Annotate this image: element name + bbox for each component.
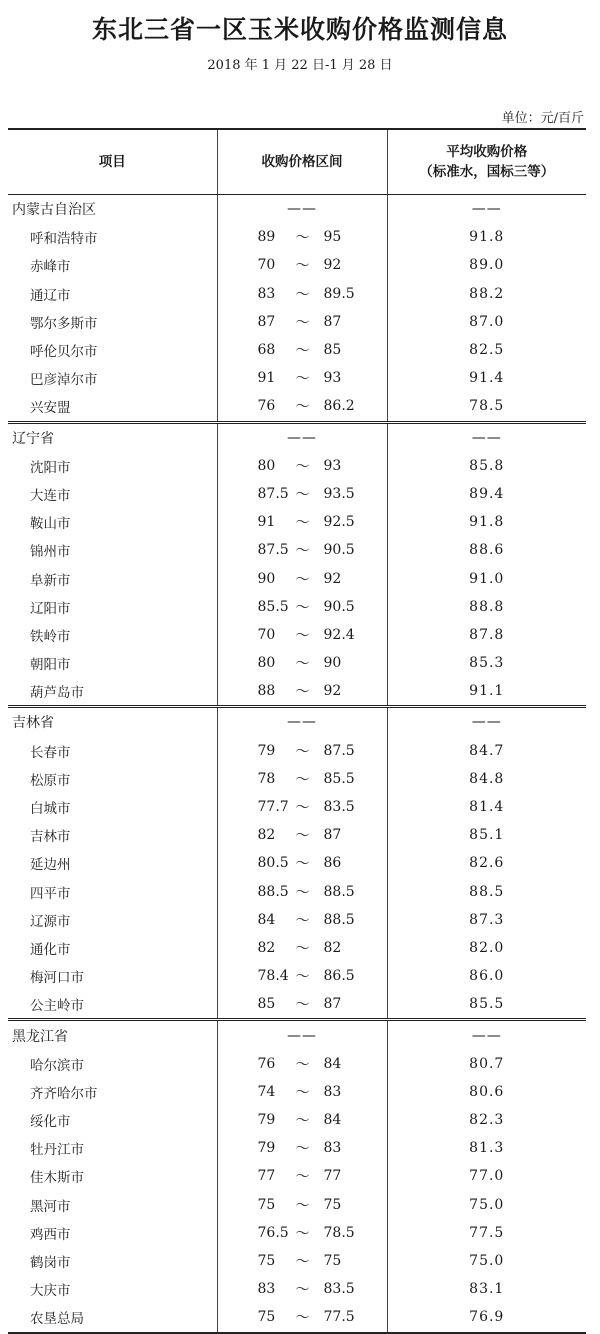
- table-header-row: [8, 129, 586, 195]
- range-low: 76: [257, 398, 276, 415]
- average-price: 82.3: [469, 1112, 505, 1129]
- range-low: 80.5: [257, 855, 289, 872]
- range-low: 68: [257, 342, 276, 359]
- range-high: 83: [323, 1083, 342, 1100]
- price-range: [217, 336, 387, 364]
- range-high: 90.5: [323, 598, 355, 615]
- average-price: 83.1: [469, 1281, 505, 1298]
- city-name: 辽阳市: [8, 593, 217, 621]
- range-separator: ～: [295, 1282, 310, 1299]
- range-low: 85.5: [257, 598, 289, 615]
- range-separator: ～: [295, 884, 310, 901]
- average-price: 91.0: [469, 570, 505, 587]
- average-price: 81.4: [469, 799, 505, 816]
- range-high: 92.5: [323, 514, 355, 531]
- city-name: 沈阳市: [8, 452, 217, 480]
- range-low: 77.7: [257, 799, 289, 816]
- table-row: [8, 308, 586, 336]
- range-high: 75: [323, 1196, 342, 1213]
- province-name: 吉林省: [8, 707, 217, 737]
- city-name: 赤峰市: [8, 251, 217, 279]
- city-name: 辽源市: [8, 906, 217, 934]
- range-high: 92: [323, 570, 342, 587]
- range-high: 93: [323, 370, 342, 387]
- city-name: 鞍山市: [8, 508, 217, 536]
- price-range: [217, 1303, 387, 1332]
- province-name: 辽宁省: [8, 422, 217, 452]
- range-separator: ～: [295, 828, 310, 845]
- range-low: 70: [257, 626, 276, 643]
- city-name: 农垦总局: [8, 1303, 217, 1332]
- range-separator: ～: [295, 1225, 310, 1242]
- range-low: 82: [257, 827, 276, 844]
- average-price: 89.4: [469, 485, 505, 502]
- range-high: 93: [323, 457, 342, 474]
- range-high: 87: [323, 996, 342, 1013]
- city-name: 锦州市: [8, 536, 217, 564]
- range-high: 90.5: [323, 542, 355, 559]
- range-low: 83: [257, 285, 276, 302]
- price-range: [217, 452, 387, 480]
- range-separator: ～: [295, 684, 310, 701]
- average-price: 85.3: [469, 655, 505, 672]
- province-row: [8, 707, 586, 737]
- price-range: [217, 1162, 387, 1190]
- range-separator: ～: [295, 258, 310, 275]
- range-high: 89.5: [323, 285, 355, 302]
- range-low: 79: [257, 1140, 276, 1157]
- range-low: 82: [257, 939, 276, 956]
- range-separator: ～: [295, 627, 310, 644]
- city-name: 松原市: [8, 765, 217, 793]
- price-range: [217, 649, 387, 677]
- city-name: 鸡西市: [8, 1219, 217, 1247]
- average-price: 88.5: [469, 883, 505, 900]
- price-range: [217, 793, 387, 821]
- province-range-dash: ——: [217, 1020, 387, 1050]
- range-separator: ～: [295, 230, 310, 247]
- city-name: 通辽市: [8, 280, 217, 308]
- city-name: 梅河口市: [8, 962, 217, 990]
- city-name: 黑河市: [8, 1191, 217, 1219]
- range-separator: ～: [295, 515, 310, 532]
- range-high: 83.5: [323, 799, 355, 816]
- price-range: [217, 392, 387, 422]
- unit-label: 单位：元/百斤: [501, 111, 584, 126]
- table-row: [8, 1247, 586, 1275]
- range-separator: ～: [295, 969, 310, 986]
- province-row: [8, 422, 586, 452]
- city-name: 齐齐哈尔市: [8, 1078, 217, 1106]
- header-item: 项目: [8, 129, 217, 195]
- range-high: 88.5: [323, 911, 355, 928]
- range-low: 76: [257, 1055, 276, 1072]
- table-row: [8, 1162, 586, 1190]
- table-row: [8, 1191, 586, 1219]
- range-separator: ～: [295, 371, 310, 388]
- table-row: [8, 1219, 586, 1247]
- city-name: 四平市: [8, 878, 217, 906]
- price-range: [217, 621, 387, 649]
- price-range: [217, 1050, 387, 1078]
- table-row: [8, 878, 586, 906]
- range-low: 77: [257, 1168, 276, 1185]
- average-price: 82.0: [469, 939, 505, 956]
- average-price: 91.8: [469, 229, 505, 246]
- range-high: 83: [323, 1140, 342, 1157]
- price-range: [217, 508, 387, 536]
- average-price: 85.5: [469, 996, 505, 1013]
- city-name: 呼伦贝尔市: [8, 336, 217, 364]
- range-low: 70: [257, 257, 276, 274]
- city-name: 佳木斯市: [8, 1162, 217, 1190]
- range-separator: ～: [295, 771, 310, 788]
- range-high: 85: [323, 342, 342, 359]
- table-row: [8, 1134, 586, 1162]
- average-price: 76.9: [387, 1303, 586, 1332]
- city-name: 绥化市: [8, 1106, 217, 1134]
- table-row: [8, 364, 586, 392]
- range-separator: ～: [295, 486, 310, 503]
- range-low: 87.5: [257, 542, 289, 559]
- city-name: 鹤岗市: [8, 1247, 217, 1275]
- price-range: [217, 564, 387, 592]
- range-separator: ～: [295, 1056, 310, 1073]
- city-name: 铁岭市: [8, 621, 217, 649]
- range-high: 92: [323, 257, 342, 274]
- table-body: [8, 195, 586, 1333]
- average-price: 77.0: [469, 1168, 505, 1185]
- table-row: [8, 593, 586, 621]
- table-row: [8, 906, 586, 934]
- table-row: [8, 392, 586, 422]
- average-price: 84.8: [469, 770, 505, 787]
- table-row: [8, 336, 586, 364]
- province-range-dash: ——: [217, 422, 387, 452]
- range-separator: ～: [295, 1254, 310, 1271]
- average-price: 91.1: [469, 683, 505, 700]
- city-name: 哈尔滨市: [8, 1050, 217, 1078]
- table-row: [8, 280, 586, 308]
- average-price: 80.7: [469, 1055, 505, 1072]
- range-low: 85: [257, 996, 276, 1013]
- range-separator: ～: [295, 1113, 310, 1130]
- range-high: 87: [323, 313, 342, 330]
- header-range: 收购价格区间: [217, 129, 387, 195]
- city-name: 朝阳市: [8, 649, 217, 677]
- average-price: 89.0: [469, 257, 505, 274]
- average-price: 84.7: [469, 742, 505, 759]
- average-price: 75.0: [469, 1253, 505, 1270]
- average-price: 86.0: [469, 968, 505, 985]
- table-row: [8, 737, 586, 765]
- range-high: 83.5: [323, 1281, 355, 1298]
- range-high: 77: [323, 1168, 342, 1185]
- range-low: 91: [257, 514, 276, 531]
- price-range: [217, 1078, 387, 1106]
- city-name: 吉林市: [8, 821, 217, 849]
- range-separator: ～: [295, 940, 310, 957]
- header-average: [387, 129, 586, 195]
- table-row: [8, 793, 586, 821]
- city-name: 长春市: [8, 737, 217, 765]
- range-low: 89: [257, 229, 276, 246]
- range-low: 74: [257, 1083, 276, 1100]
- province-row: [8, 1020, 586, 1050]
- city-name: 通化市: [8, 934, 217, 962]
- range-high: 78.5: [323, 1224, 355, 1241]
- price-range: [217, 308, 387, 336]
- header-average-line1: 平均收购价格: [446, 144, 528, 160]
- province-average-dash: ——: [471, 201, 502, 218]
- province-row: [8, 195, 586, 224]
- price-range: [217, 593, 387, 621]
- city-name: 大庆市: [8, 1275, 217, 1303]
- city-name: 大连市: [8, 480, 217, 508]
- table-row: [8, 621, 586, 649]
- price-range: [217, 934, 387, 962]
- range-separator: ～: [295, 1197, 310, 1214]
- price-range: [217, 280, 387, 308]
- city-name: 牡丹江市: [8, 1134, 217, 1162]
- price-range: [217, 737, 387, 765]
- average-price: 87.8: [469, 626, 505, 643]
- range-separator: ～: [295, 571, 310, 588]
- range-high: 82: [323, 939, 342, 956]
- range-low: 87: [257, 313, 276, 330]
- table-row: [8, 677, 586, 707]
- price-range: [217, 878, 387, 906]
- range-low: 75: [257, 1196, 276, 1213]
- range-low: 83: [257, 1281, 276, 1298]
- range-low: 80: [257, 655, 276, 672]
- range-separator: ～: [295, 399, 310, 416]
- price-range: [217, 1247, 387, 1275]
- range-separator: ～: [295, 458, 310, 475]
- average-price: 80.6: [469, 1083, 505, 1100]
- range-high: 86.2: [323, 398, 355, 415]
- average-price: 88.8: [469, 598, 505, 615]
- average-price: 85.8: [469, 457, 505, 474]
- range-high: 84: [323, 1112, 342, 1129]
- city-name: 巴彦淖尔市: [8, 364, 217, 392]
- table-row: [8, 452, 586, 480]
- province-range-dash: ——: [217, 195, 387, 224]
- range-low: 87.5: [257, 485, 289, 502]
- table-row: [8, 1106, 586, 1134]
- range-high: 87.5: [323, 742, 355, 759]
- range-high: 88.5: [323, 883, 355, 900]
- city-name: 白城市: [8, 793, 217, 821]
- table-row: [8, 1303, 586, 1332]
- price-table-container: [8, 128, 586, 1334]
- average-price: 87.0: [469, 313, 505, 330]
- city-name: 兴安盟: [8, 392, 217, 422]
- range-low: 88.5: [257, 883, 289, 900]
- province-average-dash: ——: [387, 422, 586, 452]
- average-price: 81.3: [469, 1140, 505, 1157]
- range-low: 91: [257, 370, 276, 387]
- table-row: [8, 1078, 586, 1106]
- price-range: [217, 1134, 387, 1162]
- city-name: 公主岭市: [8, 990, 217, 1020]
- table-row: [8, 821, 586, 849]
- average-price: 87.3: [469, 911, 505, 928]
- range-separator: ～: [295, 912, 310, 929]
- table-row: [8, 1275, 586, 1303]
- average-price: 78.5: [469, 398, 505, 415]
- range-low: 79: [257, 1112, 276, 1129]
- range-low: 88: [257, 683, 276, 700]
- average-price: 91.4: [469, 370, 505, 387]
- range-low: 84: [257, 911, 276, 928]
- price-range: [217, 1219, 387, 1247]
- range-low: 90: [257, 570, 276, 587]
- range-low: 75: [257, 1253, 276, 1270]
- city-name: 鄂尔多斯市: [8, 308, 217, 336]
- province-name: 内蒙古自治区: [8, 195, 217, 224]
- average-price: 91.8: [469, 514, 505, 531]
- range-low: 75: [257, 1309, 276, 1326]
- range-high: 92: [323, 683, 342, 700]
- price-range: [217, 536, 387, 564]
- average-price: 77.5: [469, 1224, 505, 1241]
- range-high: 77.5: [323, 1309, 355, 1326]
- price-table: [8, 128, 586, 1334]
- header-average-line2: （标准水，国标三等）: [419, 164, 555, 180]
- average-price: 88.6: [469, 542, 505, 559]
- table-row: [8, 765, 586, 793]
- average-price: 82.6: [469, 855, 505, 872]
- range-separator: ～: [295, 656, 310, 673]
- city-name: 阜新市: [8, 564, 217, 592]
- range-separator: ～: [295, 743, 310, 760]
- price-range: [217, 364, 387, 392]
- range-separator: ～: [295, 1310, 310, 1327]
- range-separator: ～: [295, 343, 310, 360]
- price-range: [217, 1275, 387, 1303]
- range-high: 93.5: [323, 485, 355, 502]
- price-range: [217, 223, 387, 251]
- price-range: [217, 677, 387, 707]
- city-name: 延边州: [8, 849, 217, 877]
- range-low: 79: [257, 742, 276, 759]
- range-high: 87: [323, 827, 342, 844]
- range-low: 78: [257, 770, 276, 787]
- table-row: [8, 564, 586, 592]
- range-separator: ～: [295, 856, 310, 873]
- price-range: [217, 765, 387, 793]
- table-row: [8, 934, 586, 962]
- range-high: 75: [323, 1253, 342, 1270]
- average-price: 82.5: [469, 342, 505, 359]
- average-price: 85.1: [469, 827, 505, 844]
- province-average-dash: ——: [387, 1020, 586, 1050]
- range-high: 92.4: [323, 626, 355, 643]
- range-separator: ～: [295, 1169, 310, 1186]
- price-range: [217, 1191, 387, 1219]
- range-separator: ～: [295, 314, 310, 331]
- table-row: [8, 849, 586, 877]
- average-price: 88.2: [469, 285, 505, 302]
- range-low: 76.5: [257, 1224, 289, 1241]
- price-range: [217, 962, 387, 990]
- range-separator: ～: [295, 1084, 310, 1101]
- table-row: [8, 223, 586, 251]
- province-average-dash: ——: [387, 707, 586, 737]
- province-name: 黑龙江省: [8, 1020, 217, 1050]
- date-range: 2018 年 1 月 22 日-1 月 28 日: [207, 58, 393, 73]
- range-separator: ～: [295, 1141, 310, 1158]
- province-range-dash: ——: [217, 707, 387, 737]
- range-high: 84: [323, 1055, 342, 1072]
- range-separator: ～: [295, 997, 310, 1014]
- range-high: 95: [323, 229, 342, 246]
- price-range: [217, 821, 387, 849]
- range-separator: ～: [295, 800, 310, 817]
- table-row: [8, 536, 586, 564]
- range-separator: ～: [295, 286, 310, 303]
- table-row: [8, 1050, 586, 1078]
- range-low: 78.4: [257, 968, 289, 985]
- price-range: [217, 906, 387, 934]
- average-price: 75.0: [469, 1196, 505, 1213]
- price-range: [217, 849, 387, 877]
- table-row: [8, 990, 586, 1020]
- page-title: 东北三省一区玉米收购价格监测信息: [91, 15, 508, 44]
- range-high: 86: [323, 855, 342, 872]
- city-name: 呼和浩特市: [8, 223, 217, 251]
- price-range: [217, 1106, 387, 1134]
- range-low: 80: [257, 457, 276, 474]
- range-high: 85.5: [323, 770, 355, 787]
- price-range: [217, 251, 387, 279]
- range-separator: ～: [295, 599, 310, 616]
- table-row: [8, 649, 586, 677]
- price-range: [217, 480, 387, 508]
- price-range: [217, 990, 387, 1020]
- range-separator: ～: [295, 543, 310, 560]
- range-high: 90: [323, 655, 342, 672]
- table-row: [8, 480, 586, 508]
- city-name: 葫芦岛市: [8, 677, 217, 707]
- range-high: 86.5: [323, 968, 355, 985]
- table-row: [8, 251, 586, 279]
- table-row: [8, 508, 586, 536]
- table-row: [8, 962, 586, 990]
